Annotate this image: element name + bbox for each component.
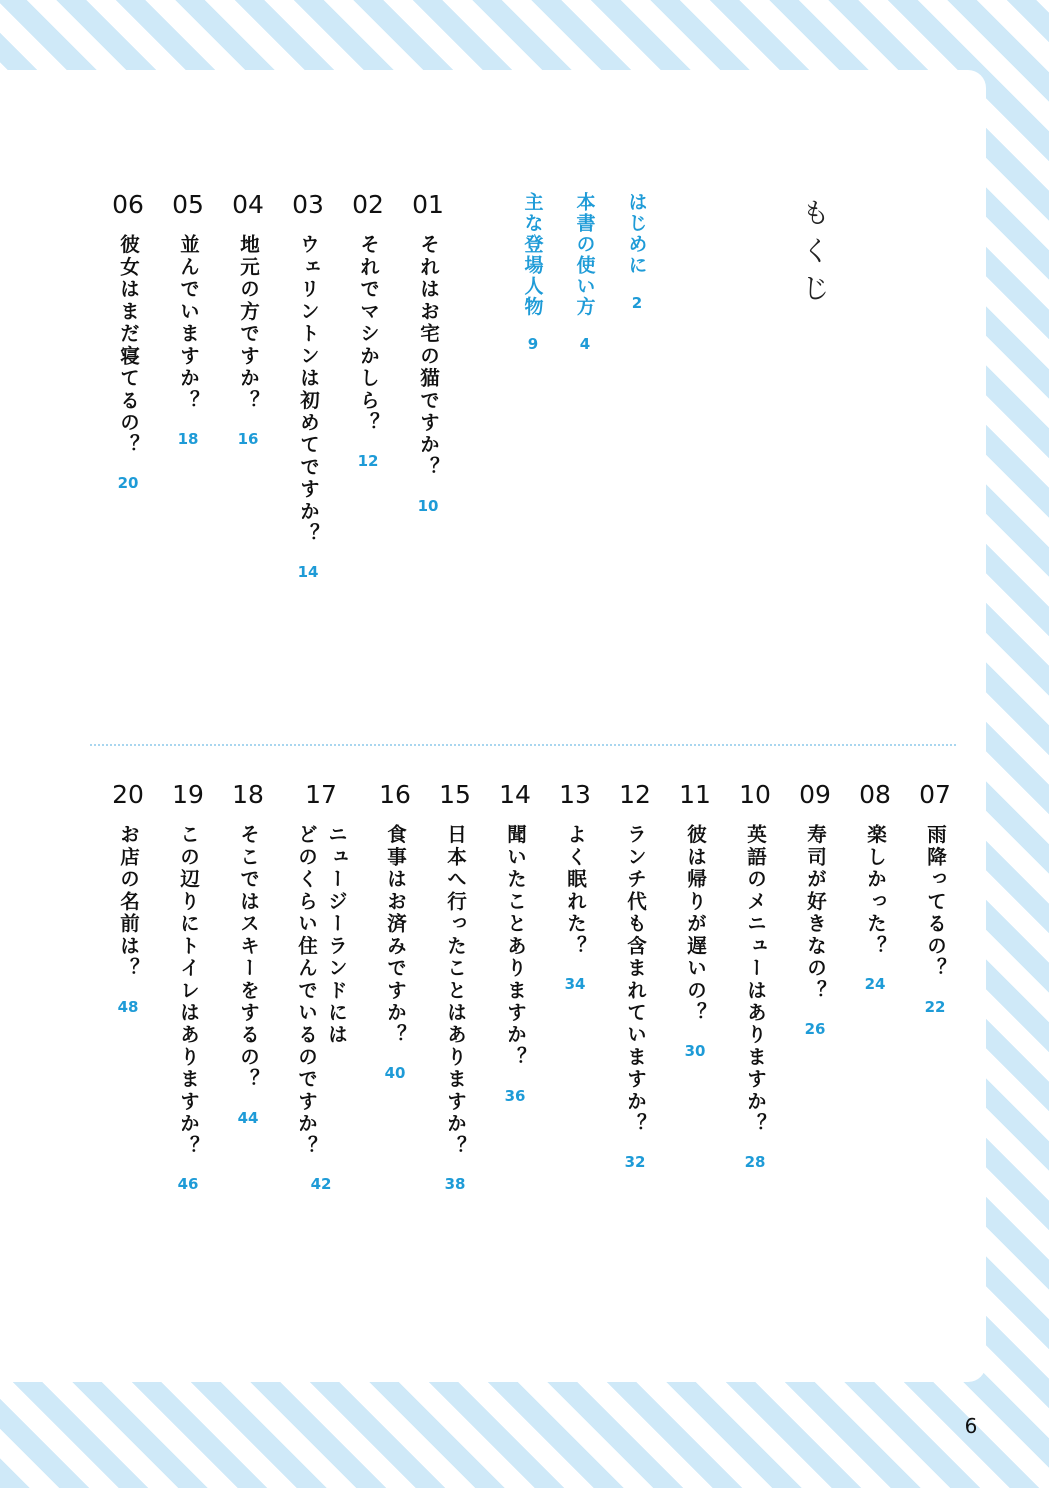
chapter-number: 04 xyxy=(232,190,264,219)
chapter-entry-12[interactable] xyxy=(610,780,660,1171)
chapter-page: 46 xyxy=(177,1175,199,1194)
chapter-entry-14[interactable] xyxy=(490,780,540,1105)
chapter-entry-05[interactable] xyxy=(163,190,213,448)
chapter-title: それでマシかしら？ xyxy=(357,234,380,435)
chapter-number: 03 xyxy=(292,190,324,219)
chapter-title: 地元の方ですか？ xyxy=(237,234,260,412)
chapter-entry-18[interactable] xyxy=(223,780,273,1127)
intro-item-preface[interactable] xyxy=(622,192,652,312)
chapter-title-line-2: どのくらい住んでいるのですか？ xyxy=(295,824,318,1158)
intro-label: 主な登場人物 xyxy=(521,192,544,318)
intro-page: 4 xyxy=(579,335,591,354)
chapter-entry-08[interactable] xyxy=(850,780,900,993)
chapter-title: 楽しかった？ xyxy=(864,824,887,958)
intro-item-characters[interactable] xyxy=(518,192,548,353)
chapter-title: 日本へ行ったことはありますか？ xyxy=(444,824,467,1158)
chapter-page: 20 xyxy=(117,474,139,493)
chapter-page: 36 xyxy=(504,1086,526,1105)
chapter-title: そこではスキーをするの？ xyxy=(237,824,260,1091)
chapter-title: ランチ代も含まれていますか？ xyxy=(624,824,647,1136)
intro-page: 2 xyxy=(631,293,643,312)
chapter-number: 19 xyxy=(172,780,204,809)
chapter-title: 彼は帰りが遅いの？ xyxy=(684,824,707,1025)
chapter-title: 寿司が好きなの？ xyxy=(804,824,827,1002)
chapter-entry-16[interactable] xyxy=(370,780,420,1082)
chapter-page: 38 xyxy=(444,1175,466,1194)
chapter-entry-19[interactable] xyxy=(163,780,213,1193)
chapter-page: 30 xyxy=(684,1042,706,1061)
chapter-page: 18 xyxy=(177,429,199,448)
chapter-entry-07[interactable] xyxy=(910,780,960,1016)
chapter-page: 48 xyxy=(117,997,139,1016)
chapter-number: 16 xyxy=(379,780,411,809)
chapter-title: この辺りにトイレはありますか？ xyxy=(177,824,200,1158)
chapter-title: 聞いたことありますか？ xyxy=(504,824,527,1069)
chapter-number: 06 xyxy=(112,190,144,219)
chapter-page: 10 xyxy=(417,496,439,515)
chapter-number: 02 xyxy=(352,190,384,219)
chapter-title: 並んでいますか？ xyxy=(177,234,200,412)
intro-label: 本書の使い方 xyxy=(573,192,596,318)
chapter-entry-17[interactable] xyxy=(296,780,346,1193)
chapter-entry-09[interactable] xyxy=(790,780,840,1038)
toc-title: もくじ xyxy=(798,198,831,312)
chapter-number: 10 xyxy=(739,780,771,809)
chapter-page: 24 xyxy=(864,975,886,994)
page-number: 6 xyxy=(964,1414,978,1438)
chapter-number: 13 xyxy=(559,780,591,809)
chapter-number: 15 xyxy=(439,780,471,809)
chapter-title: お店の名前は？ xyxy=(117,824,140,980)
chapter-title: 雨降ってるの？ xyxy=(924,824,947,980)
chapter-entry-03[interactable] xyxy=(283,190,333,581)
intro-item-how-to-use[interactable] xyxy=(570,192,600,353)
chapter-number: 08 xyxy=(859,780,891,809)
chapter-number: 11 xyxy=(679,780,711,809)
chapter-title-line-1: ニュージーランドには xyxy=(325,824,348,1047)
chapter-page: 16 xyxy=(237,429,259,448)
chapter-entry-10[interactable] xyxy=(730,780,780,1171)
chapter-page: 42 xyxy=(310,1175,332,1194)
chapter-page: 26 xyxy=(804,1019,826,1038)
intro-label: はじめに xyxy=(625,192,648,276)
section-divider xyxy=(90,744,956,746)
chapter-number: 12 xyxy=(619,780,651,809)
chapter-page: 14 xyxy=(297,563,319,582)
chapter-number: 14 xyxy=(499,780,531,809)
chapter-entry-06[interactable] xyxy=(103,190,153,492)
chapter-number: 17 xyxy=(305,780,337,809)
chapter-title: 英語のメニューはありますか？ xyxy=(744,824,767,1136)
chapter-page: 34 xyxy=(564,975,586,994)
chapter-title: よく眠れた？ xyxy=(564,824,587,958)
chapter-entry-11[interactable] xyxy=(670,780,720,1060)
chapter-number: 05 xyxy=(172,190,204,219)
chapter-entry-01[interactable] xyxy=(403,190,453,515)
chapter-number: 09 xyxy=(799,780,831,809)
chapter-entry-02[interactable] xyxy=(343,190,393,470)
chapter-entry-04[interactable] xyxy=(223,190,273,448)
chapter-entry-20[interactable] xyxy=(103,780,153,1016)
chapter-page: 28 xyxy=(744,1153,766,1172)
chapter-title: 彼女はまだ寝てるの？ xyxy=(117,234,140,457)
chapter-entry-13[interactable] xyxy=(550,780,600,993)
chapter-page: 40 xyxy=(384,1064,406,1083)
chapter-title: ウェリントンは初めてですか？ xyxy=(297,234,320,546)
chapter-entry-15[interactable] xyxy=(430,780,480,1193)
chapter-number: 07 xyxy=(919,780,951,809)
chapter-number: 20 xyxy=(112,780,144,809)
chapter-number: 01 xyxy=(412,190,444,219)
chapter-page: 12 xyxy=(357,452,379,471)
chapter-title: それはお宅の猫ですか？ xyxy=(417,234,440,479)
chapter-number: 18 xyxy=(232,780,264,809)
chapter-page: 32 xyxy=(624,1153,646,1172)
chapter-page: 44 xyxy=(237,1108,259,1127)
intro-page: 9 xyxy=(527,335,539,354)
chapter-page: 22 xyxy=(924,997,946,1016)
chapter-title: 食事はお済みですか？ xyxy=(384,824,407,1047)
